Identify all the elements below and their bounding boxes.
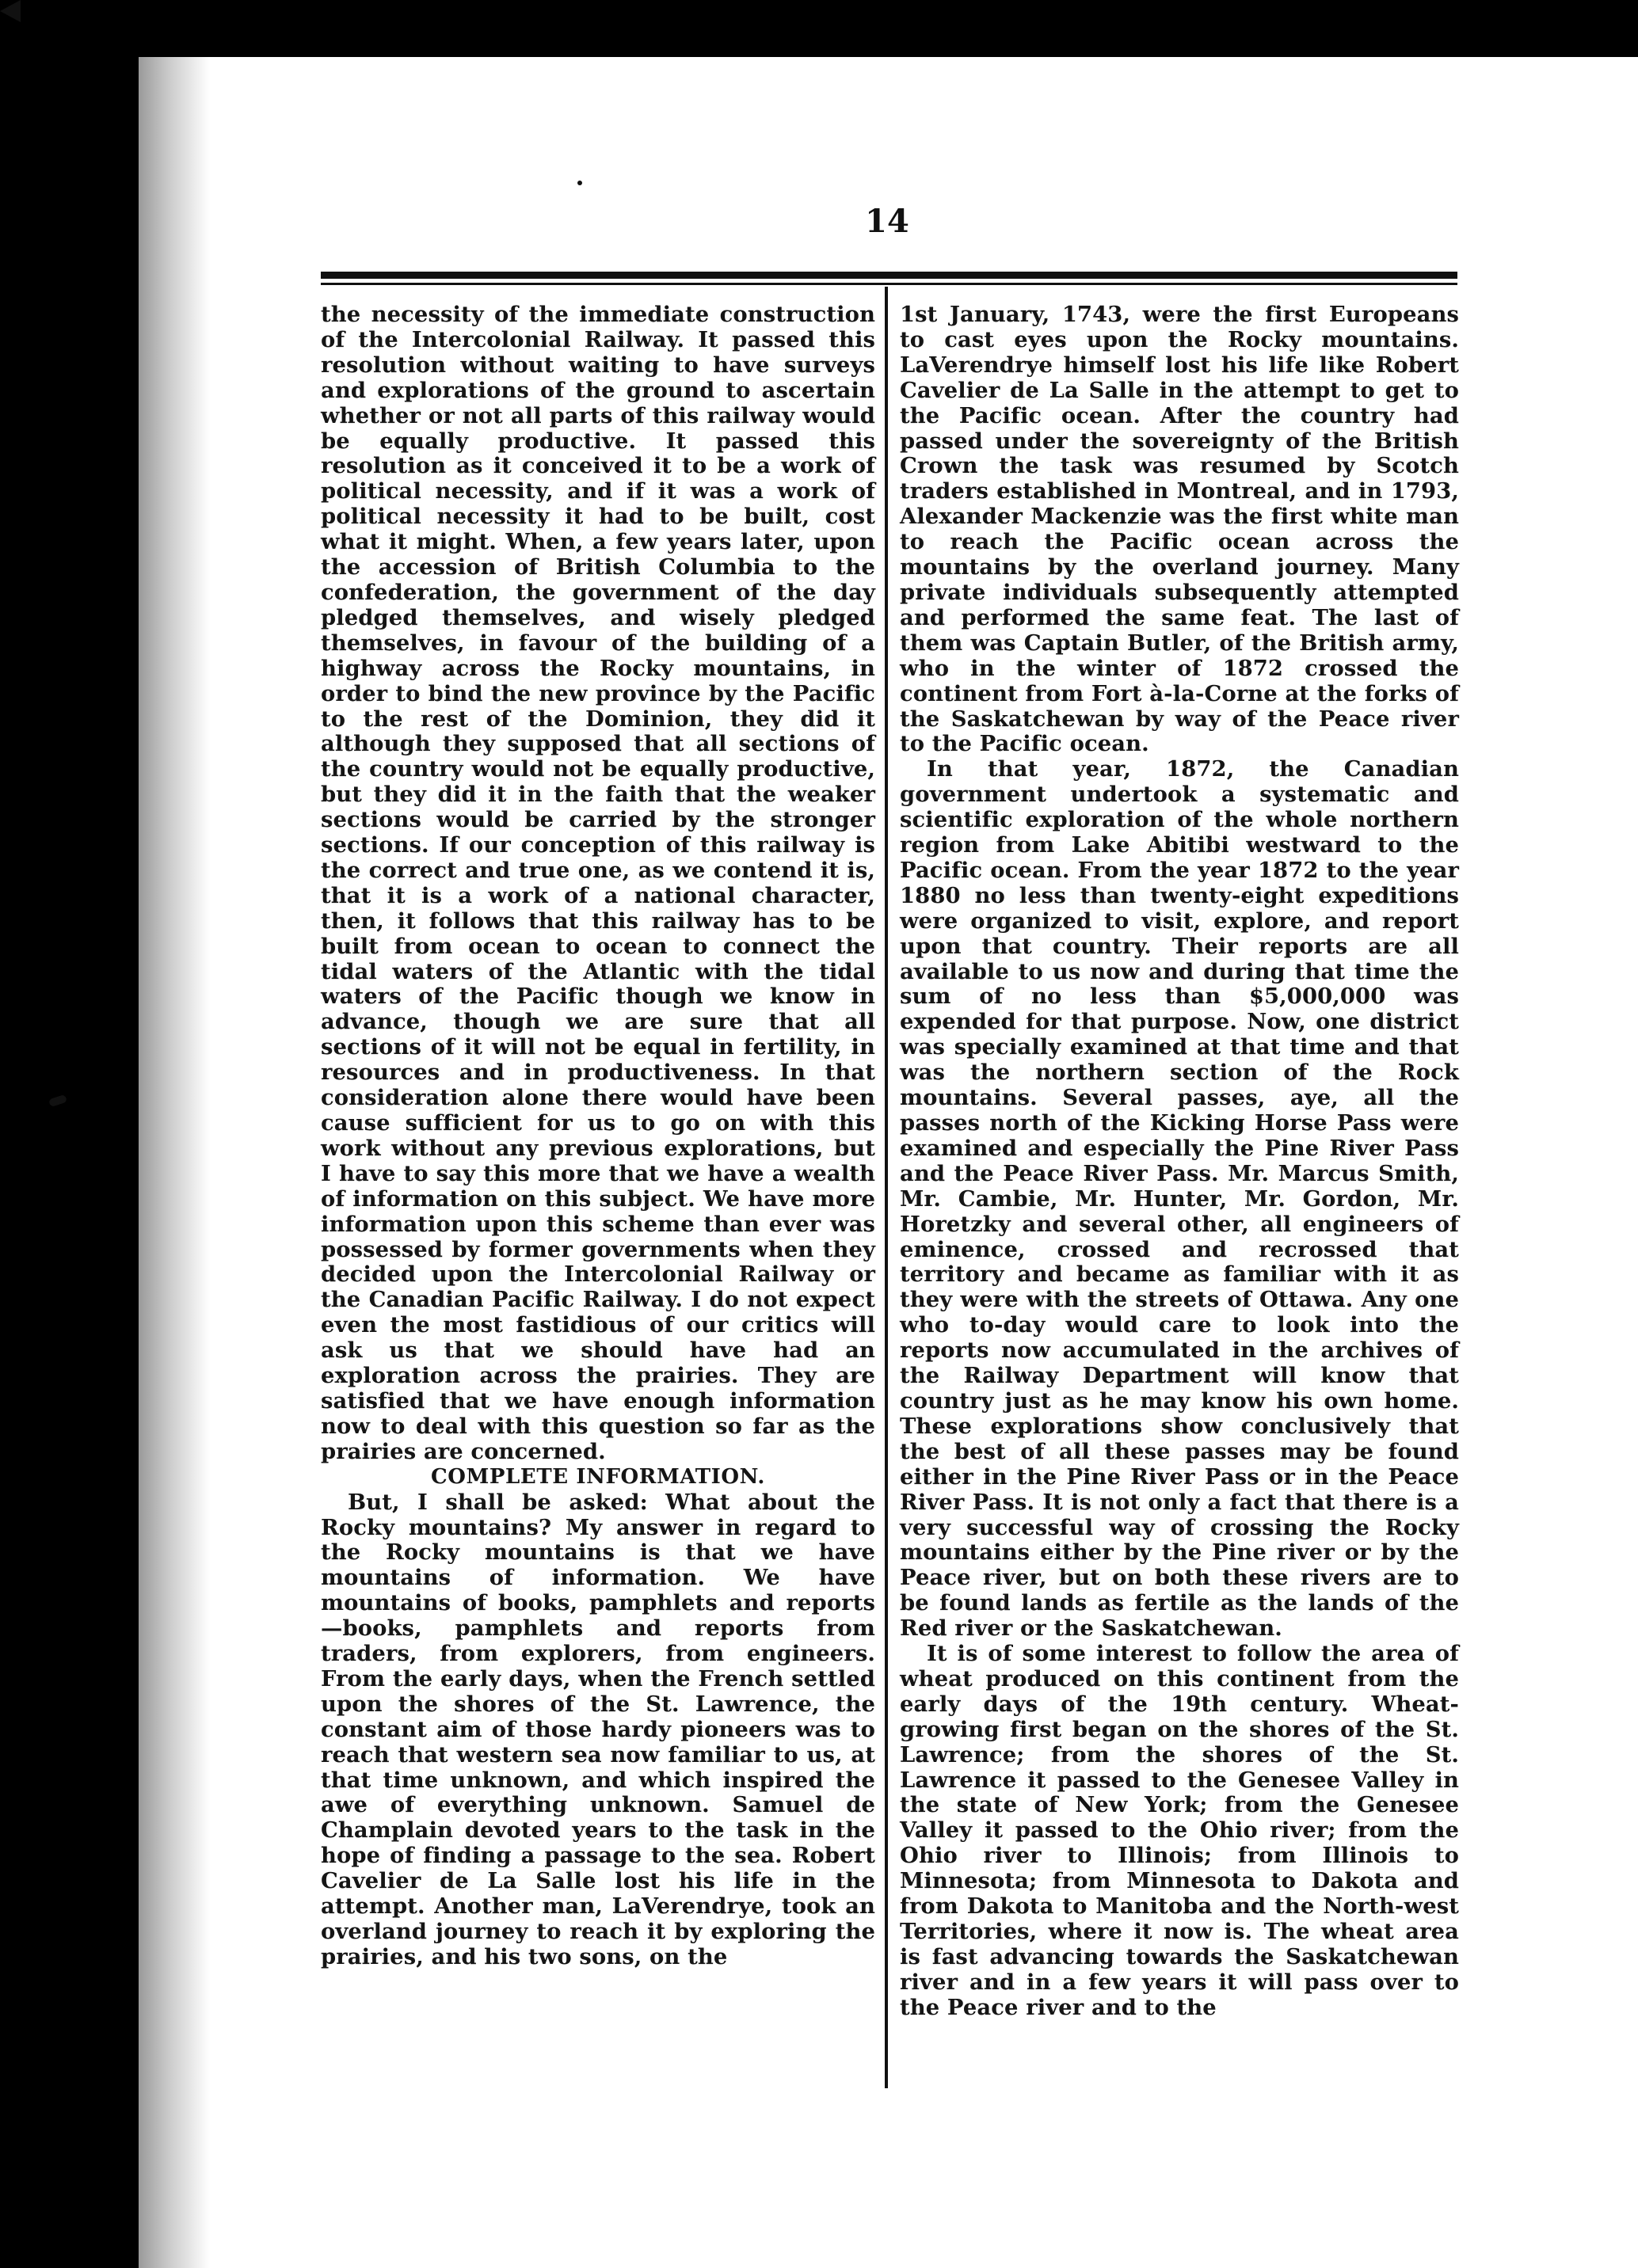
left-column bbox=[321, 303, 875, 1970]
page-number: 14 bbox=[865, 203, 909, 240]
margin-mark bbox=[48, 1094, 67, 1107]
right-column bbox=[900, 303, 1459, 2021]
left-paragraph-2: But, I shall be asked: What about the Rocky mountains? My answer in regard to the Rocky mountains is that we have mountains of information. We have mountains of books, pamphlets and reports—books, pamphlets and reports from traders, from explorers, from engineers. From the early days, when the French settled upon the shores of the St. Lawrence, the constant aim of those hardy pioneers was to reach that western sea now familiar to us, at that time unknown, and which inspired the awe of everything unknown. Samuel de Champlain devoted years to the task in the hope of finding a passage to the sea. Robert Cavelier de La Salle lost his life in the attempt. Another man, LaVerendrye, took an overland journey to reach it by exploring the prairies, and his two sons, on the bbox=[321, 1489, 875, 1969]
header-rule-thick bbox=[321, 272, 1457, 279]
right-paragraph-3: It is of some interest to follow the area of wheat produced on this continent from the early days of the 19th century. Wheat-growing first began on the shores of the St. Lawrence; from the shores of the St. Lawrence it passed to the Genesee Valley in the state of New York; from the Genesee Valley it passed to the Ohio river; from the Ohio river to Illinois; from Illinois to Minnesota; from Minnesota to Dakota and from Dakota to Manitoba and the North-west Territories, where it now is. The wheat area is fast advancing towards the Saskatchewan river and in a few years it will pass over to the Peace river and to the bbox=[900, 1641, 1459, 2020]
column-divider bbox=[885, 287, 888, 2088]
header-rule-thin bbox=[321, 283, 1457, 285]
ink-speck bbox=[577, 181, 582, 185]
margin-arrow-mark bbox=[0, 0, 21, 22]
right-paragraph-1: 1st January, 1743, were the first Europeans to cast eyes upon the Rocky mountains. LaVerendrye himself lost his life like Robert Cavelier de La Salle in the attempt to get to the Pacific ocean. After the country had passed under the sovereignty of the British Crown the task was resumed by Scotch traders established in Montreal, and in 1793, Alexander Mackenzie was the first white man to reach the Pacific ocean across the mountains by the overland journey. Many private individuals subsequently attempted and performed the same feat. The last of them was Captain Butler, of the British army, who in the winter of 1872 crossed the continent from Fort à-la-Corne at the forks of the Saskatchewan by way of the Peace river to the Pacific ocean. bbox=[900, 302, 1459, 757]
page-edge-shadow bbox=[139, 57, 210, 2268]
left-paragraph-1: the necessity of the immediate construction of the Intercolonial Railway. It passed this resolution without waiting to have surveys and explorations of the ground to ascertain whether or not all parts of this railway would be equally productive. It passed this resolution as it conceived it to be a work of political necessity, and if it was a work of political necessity it had to be built, cost what it might. When, a few years later, upon the accession of British Columbia to the confederation, the government of the day pledged themselves, and wisely pledged themselves, in favour of the building of a highway across the Rocky mountains, in order to bind the new province by the Pacific to the rest of the Dominion, they did it although they supposed that all sections of the country would not be equally productive, but they did it in the faith that the weaker sections would be carried by the stronger sections. If our conception of this railway is the correct and true one, as we contend it is, that it is a work of a national character, then, it follows that this railway has to be built from ocean to ocean to connect the tidal waters of the Atlantic with the tidal waters of the Pacific though we know in advance, though we are sure that all sections of it will not be equal in fertility, in resources and in productiveness. In that consideration alone there would have been cause sufficient for us to go on with this work without any previous explorations, but I have to say this more that we have a wealth of information on this subject. We have more information upon this scheme than ever was possessed by former governments when they decided upon the Intercolonial Railway or the Canadian Pacific Railway. I do not expect even the most fastidious of our critics will ask us that we should have had an exploration across the prairies. They are satisfied that we have enough information now to deal with this question so far as the prairies are concerned. bbox=[321, 302, 875, 1464]
right-paragraph-2: In that year, 1872, the Canadian government undertook a systematic and scientific exploration of the whole northern region from Lake Abitibi westward to the Pacific ocean. From the year 1872 to the year 1880 no less than twenty-eight expeditions were organized to visit, explore, and report upon that country. Their reports are all available to us now and during that time the sum of no less than $5,000,000 was expended for that purpose. Now, one district was specially examined at that time and that was the northern section of the Rock mountains. Several passes, aye, all the passes north of the Kicking Horse Pass were examined and especially the Pine River Pass and the Peace River Pass. Mr. Marcus Smith, Mr. Cambie, Mr. Hunter, Mr. Gordon, Mr. Horetzky and several other, all engineers of eminence, crossed and recrossed that territory and became as familiar with it as they were with the streets of Ottawa. Any one who to-day would care to look into the reports now accumulated in the archives of the Railway Department will know that country just as he may know his own home. These explorations show conclusively that the best of all these passes may be found either in the Pine River Pass or in the Peace River Pass. It is not only a fact that there is a very successful way of crossing the Rocky mountains either by the Pine river or by the Peace river, but on both these rivers are to be found lands as fertile as the lands of the Red river or the Saskatchewan. bbox=[900, 756, 1459, 1642]
section-heading: COMPLETE INFORMATION. bbox=[430, 1464, 766, 1489]
